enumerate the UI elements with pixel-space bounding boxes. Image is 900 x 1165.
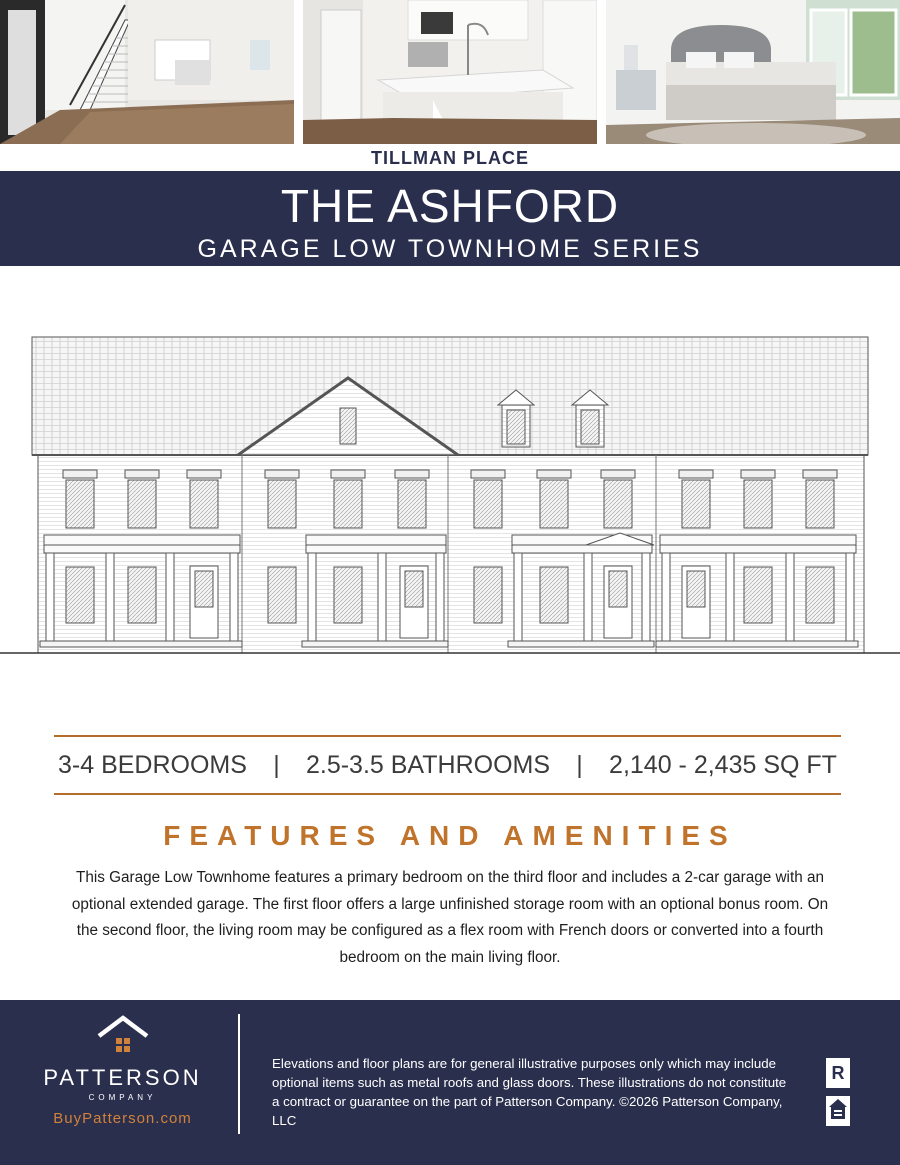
patterson-logo (40, 1014, 205, 1127)
footer-divider (238, 1014, 240, 1134)
title-banner (0, 171, 900, 266)
disclaimer-text: Elevations and floor plans are for general illustrative purposes only which may include optional items such as metal roofs and glass doors. These illustrations do not constitute a contract or guarantee on the part of Patterson Company. ©2026 Patterson Company, LLC (272, 1056, 787, 1128)
square-footage-spec: 2,140 - 2,435 SQ FT (609, 750, 837, 779)
bedroom-photo (606, 0, 900, 144)
svg-text:R: R (831, 1063, 845, 1083)
website-link[interactable]: BuyPatterson.com (53, 1110, 192, 1127)
plan-subtitle: GARAGE LOW TOWNHOME SERIES (197, 235, 703, 263)
community-name: TILLMAN PLACE (371, 148, 529, 168)
plan-title: THE ASHFORD (280, 180, 620, 232)
bedrooms-spec: 3-4 BEDROOMS (58, 750, 247, 779)
footer (0, 1000, 900, 1165)
housing-badges (822, 1058, 854, 1133)
brand-name: PATTERSON (43, 1065, 202, 1090)
features-heading: FEATURES AND AMENITIES (163, 820, 737, 851)
spec-separator: | (273, 750, 280, 779)
brand-subtitle: COMPANY (88, 1093, 157, 1102)
spec-separator: | (576, 750, 583, 779)
features-description: This Garage Low Townhome features a primary bedroom on the third floor and includes a 2-car garage with an optional extended garage. The first floor offers a large unfinished storage room with an optional bonus room. On the second floor, the living room may be configured as a flex room with French doors or converted into a fourth bedroom on the main living floor. (71, 869, 829, 966)
equal-housing-icon (826, 1096, 850, 1126)
entry-stairs-photo (0, 0, 294, 144)
realtor-icon (826, 1058, 850, 1088)
photo-strip (0, 0, 900, 144)
bathrooms-spec: 2.5-3.5 BATHROOMS (305, 750, 551, 779)
house-logo-icon (95, 1014, 151, 1058)
specs-bar (54, 735, 841, 795)
kitchen-photo (303, 0, 597, 144)
front-elevation-drawing (0, 330, 900, 660)
